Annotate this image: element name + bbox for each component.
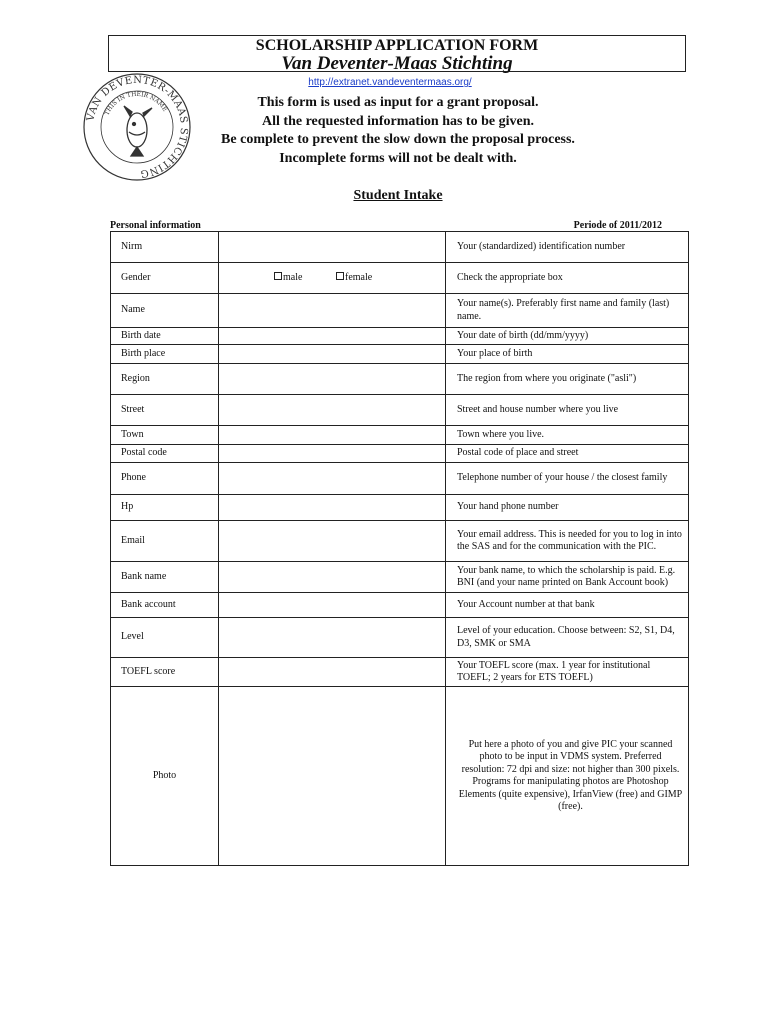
field-label: Street [111, 395, 219, 426]
intro-line: This form is used as input for a grant proposal. [257, 95, 539, 110]
level-input[interactable] [219, 618, 446, 658]
form-row-level [111, 618, 689, 658]
svg-text:THIS IN THEIR NAME: THIS IN THEIR NAME [103, 90, 169, 117]
form-row-town [111, 426, 689, 445]
female-checkbox[interactable] [336, 272, 344, 280]
hp-input[interactable] [219, 495, 446, 521]
nirm-input[interactable] [219, 232, 446, 263]
field-label: Name [111, 294, 219, 328]
field-hint: Town where you live. [446, 426, 689, 445]
field-hint: Level of your education. Choose between: S2, S1, D4, D3, SMK or SMA [446, 618, 689, 658]
field-hint: Telephone number of your house / the closest family [446, 463, 689, 495]
form-row-street [111, 395, 689, 426]
form-row-name [111, 294, 689, 328]
field-hint: Your bank name, to which the scholarship is paid. E.g. BNI (and your name printed on Bank Account book) [446, 562, 689, 593]
field-hint: Your (standardized) identification number [446, 232, 689, 263]
form-row-hp [111, 495, 689, 521]
region-input[interactable] [219, 364, 446, 395]
field-hint: Your place of birth [446, 345, 689, 364]
foundation-seal-logo [82, 72, 192, 182]
field-hint: Your Account number at that bank [446, 593, 689, 618]
field-label: Level [111, 618, 219, 658]
personal-information-label: Personal information [110, 220, 201, 231]
form-row-postal-code [111, 445, 689, 463]
organization-name: Van Deventer-Maas Stichting [281, 53, 513, 74]
form-row-bank-account [111, 593, 689, 618]
svg-text:VAN DEVENTER-MAAS STICHTING: VAN DEVENTER-MAAS STICHTING [85, 74, 190, 180]
intro-text [200, 94, 596, 168]
street-input[interactable] [219, 395, 446, 426]
intake-form-table [110, 231, 689, 866]
name-input[interactable] [219, 294, 446, 328]
birth-date-input[interactable] [219, 328, 446, 345]
field-label: Photo [111, 687, 219, 866]
form-row-email [111, 521, 689, 562]
email-input[interactable] [219, 521, 446, 562]
field-hint: Put here a photo of you and give PIC your scanned photo to be input in VDMS system. Preferred resolution: 72 dpi and size: not higher than 300 pixels. Programs for manipulating photos are Photoshop Elements (quite expensive), IrfanView (free) and GIMP (free). [446, 687, 689, 866]
field-hint: Check the appropriate box [446, 263, 689, 294]
field-label: Region [111, 364, 219, 395]
field-label: TOEFL score [111, 658, 219, 687]
intro-line: All the requested information has to be given. [262, 113, 534, 129]
female-label: female [345, 271, 373, 283]
website-link[interactable]: http://extranet.vandeventermaas.org/ [308, 77, 472, 88]
form-row-nirm [111, 232, 689, 263]
field-label: Nirm [111, 232, 219, 263]
field-label: Phone [111, 463, 219, 495]
period-label: Periode of 2011/2012 [573, 220, 662, 231]
field-label: Postal code [111, 445, 219, 463]
field-label: Gender [111, 263, 219, 294]
phone-input[interactable] [219, 463, 446, 495]
field-hint: Your TOEFL score (max. 1 year for institutional TOEFL; 2 years for ETS TOEFL) [446, 658, 689, 687]
form-row-birth-place [111, 345, 689, 364]
bank-name-input[interactable] [219, 562, 446, 593]
bank-account-input[interactable] [219, 593, 446, 618]
title-box [108, 35, 686, 72]
field-hint: Street and house number where you live [446, 395, 689, 426]
field-label: Birth place [111, 345, 219, 364]
field-label: Email [111, 521, 219, 562]
field-hint: Your date of birth (dd/mm/yyyy) [446, 328, 689, 345]
field-label: Bank account [111, 593, 219, 618]
male-label: male [283, 271, 303, 283]
form-row-toefl-score [111, 658, 689, 687]
field-hint: The region from where you originate ("asli") [446, 364, 689, 395]
field-hint: Your email address. This is needed for you to log in into the SAS and for the communication with the PIC. [446, 521, 689, 562]
toefl-score-input[interactable] [219, 658, 446, 687]
gender-option-male[interactable] [274, 272, 336, 285]
form-row-bank-name [111, 562, 689, 593]
section-heading: Student Intake [353, 188, 443, 203]
field-label: Town [111, 426, 219, 445]
form-title: SCHOLARSHIP APPLICATION FORM [255, 37, 539, 54]
field-hint: Postal code of place and street [446, 445, 689, 463]
intro-line: Be complete to prevent the slow down the proposal process. [221, 132, 575, 147]
field-hint: Your hand phone number [446, 495, 689, 521]
birth-place-input[interactable] [219, 345, 446, 364]
male-checkbox[interactable] [274, 272, 282, 280]
field-label: Bank name [111, 562, 219, 593]
form-row-region [111, 364, 689, 395]
form-row-phone [111, 463, 689, 495]
form-row-photo [111, 687, 689, 866]
field-label: Hp [111, 495, 219, 521]
form-row-gender [111, 263, 689, 294]
field-hint: Your name(s). Preferably first name and family (last) name. [446, 294, 689, 328]
gender-options [219, 263, 446, 294]
town-input[interactable] [219, 426, 446, 445]
gender-option-female[interactable] [336, 272, 398, 285]
fish-emblem [124, 106, 152, 156]
intro-line: Incomplete forms will not be dealt with. [279, 150, 517, 166]
field-label: Birth date [111, 328, 219, 345]
form-row-birth-date [111, 328, 689, 345]
photo-upload-area[interactable] [219, 687, 446, 866]
postal-code-input[interactable] [219, 445, 446, 463]
